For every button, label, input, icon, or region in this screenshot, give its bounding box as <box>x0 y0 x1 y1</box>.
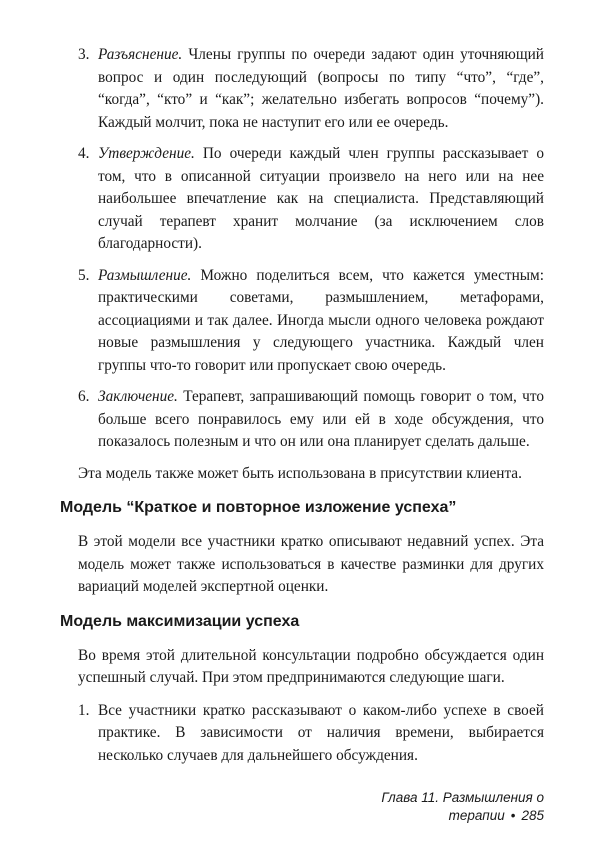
item-text: Все участники кратко рассказывают о каком-либо успехе в своей практике. В зависимости от наличия времени, выбирается несколько случаев для дальнейшего обсуждения. <box>98 701 544 764</box>
list-item-3 <box>78 44 544 134</box>
list-item-5 <box>78 265 544 378</box>
item-number: 5. <box>78 266 90 284</box>
paragraph-maximize-success: Во время этой длительной консультации подробно обсуждается один успешный случай. При этом предпринимаются следующие шаги. <box>78 646 544 686</box>
running-head: Глава 11. Размышления о терапии <box>381 790 544 823</box>
item-lead: Утверждение. <box>98 145 195 162</box>
list-item-4 <box>78 143 544 256</box>
list-item-1 <box>78 700 544 768</box>
footer-bullet: • <box>510 808 516 823</box>
paragraph-brief-success: В этой модели все участники кратко описывают недавний успех. Эта модель может также использоваться в качестве разминки для других вариаций моделей экспертной оценки. <box>78 533 544 595</box>
page-footer <box>286 789 544 825</box>
section-heading-maximize-success: Модель максимизации успеха <box>60 612 300 630</box>
item-lead: Размышление. <box>98 266 192 284</box>
page-number: 285 <box>521 808 544 823</box>
item-lead: Разъяснение. <box>98 46 183 63</box>
item-text: По очереди каждый член группы рассказывает о том, что в описанной ситуации произвело на него или на нее наибольшее впечатление как на специалиста. Представляющий случай терапевт хранит молчание (за исключением слов благодарности). <box>98 145 544 252</box>
item-text: Терапевт, запрашивающий помощь говорит о том, что больше всего понравилось ему или ей в ходе обсуждения, что показалось полезным и что он или она планирует сделать дальше. <box>98 388 544 450</box>
item-text: Можно поделиться всем, что кажется уместным: практическими советами, размышлением, метафорами, ассоциациями и так далее. Иногда мысли одного человека рождают новые размышления у следующего участника. Каждый член группы что-то говорит или пропускает свою очередь. <box>98 266 544 374</box>
item-lead: Заключение. <box>98 388 178 405</box>
section-heading-brief-success: Модель “Краткое и повторное изложение успеха” <box>60 499 457 516</box>
item-number: 1. <box>78 701 90 719</box>
paragraph-client: Эта модель также может быть использована в присутствии клиента. <box>78 464 522 482</box>
list-item-6 <box>78 386 544 454</box>
item-number: 3. <box>78 46 90 63</box>
page-body <box>60 44 544 776</box>
item-number: 6. <box>78 388 90 405</box>
item-number: 4. <box>78 145 90 162</box>
item-text: Члены группы по очереди задают один уточняющий вопрос и один последующий (вопросы по типу “что”, “где”, “когда”, “кто” и “как”; желательно избегать вопросов “почему”). Каждый молчит, пока не наступит его или ее очередь. <box>98 46 544 131</box>
